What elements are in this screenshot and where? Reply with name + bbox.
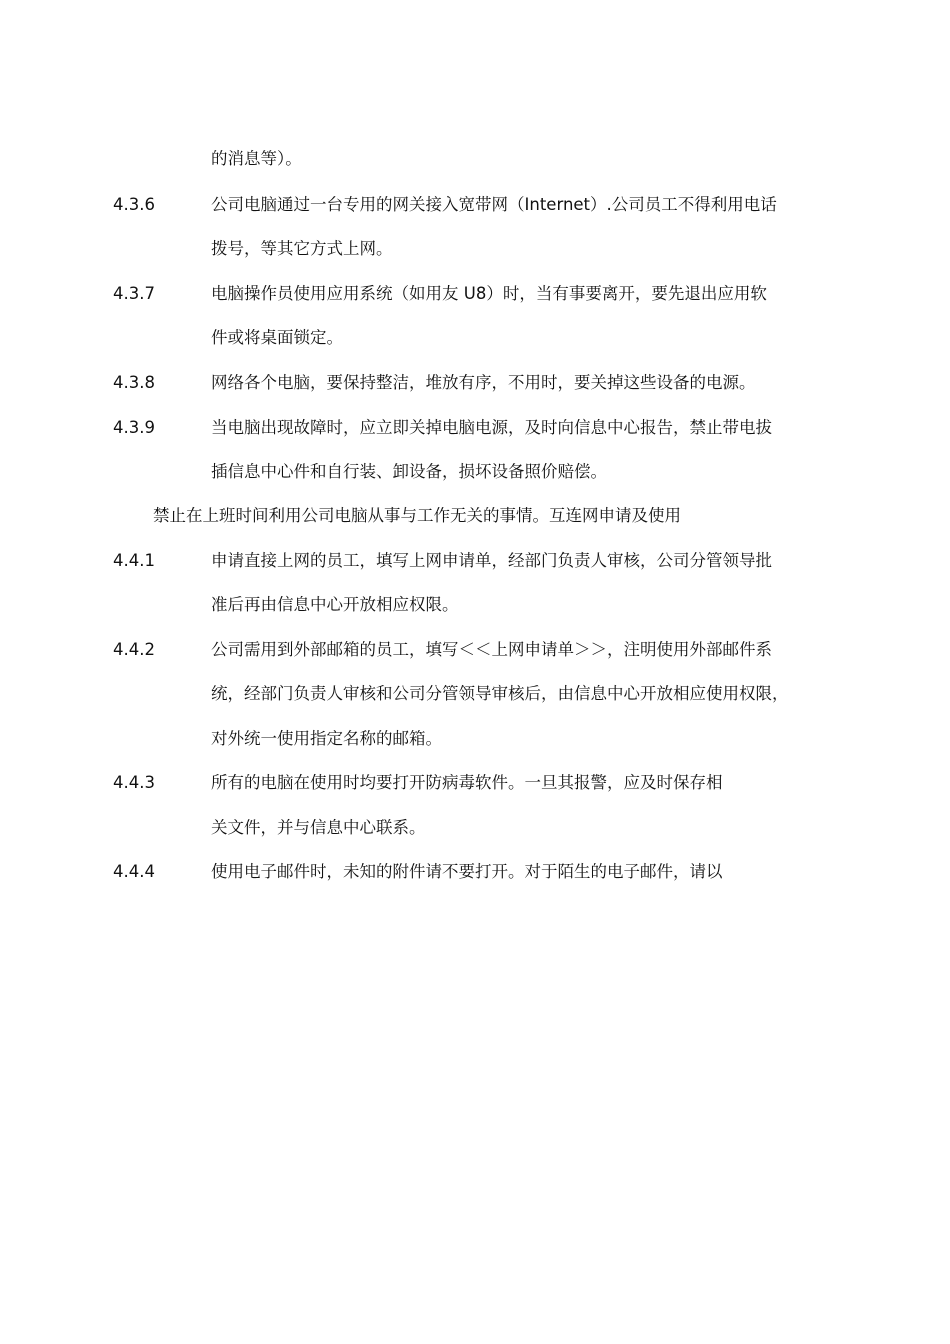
- item-text-4-4-1-line2: 准后再由信息中心开放相应权限。: [211, 595, 459, 614]
- item-text-4-3-8-line1: 网络各个电脑，要保持整洁，堆放有序，不用时，要关掉这些设备的电源。: [211, 373, 756, 392]
- item-text-4-4-3-line2: 关文件，并与信息中心联系。: [211, 818, 426, 837]
- item-text-4-4-2-line3: 对外统一使用指定名称的邮箱。: [211, 729, 442, 748]
- item-number-4-4-2: 4.4.2: [113, 640, 155, 659]
- item-text-4-3-6-line1: 公司电脑通过一台专用的网关接入宽带网（Internet）.公司员工不得利用电话: [211, 195, 777, 214]
- item-text-4-3-7-line2: 件或将桌面锁定。: [211, 328, 343, 347]
- continuation-line: 的消息等）。: [211, 149, 302, 168]
- item-text-4-3-9-line1: 当电脑出现故障时，应立即关掉电脑电源，及时向信息中心报告，禁止带电拔: [211, 418, 772, 437]
- item-number-4-3-8: 4.3.8: [113, 373, 155, 392]
- item-text-4-4-1-line1: 申请直接上网的员工，填写上网申请单，经部门负责人审核，公司分管领导批: [211, 551, 772, 570]
- item-number-4-4-4: 4.4.4: [113, 862, 155, 881]
- item-text-4-3-7-line1: 电脑操作员使用应用系统（如用友 U8）时，当有事要离开，要先退出应用软: [211, 284, 767, 303]
- item-number-4-3-6: 4.3.6: [113, 195, 155, 214]
- item-text-4-4-4-line1: 使用电子邮件时，未知的附件请不要打开。对于陌生的电子邮件，请以: [211, 862, 723, 881]
- item-text-4-3-9-line2: 插信息中心件和自行装、卸设备，损坏设备照价赔偿。: [211, 462, 607, 481]
- item-text-4-4-3-line1: 所有的电脑在使用时均要打开防病毒软件。一旦其报警，应及时保存相: [211, 773, 723, 792]
- item-number-4-3-9: 4.3.9: [113, 418, 155, 437]
- item-number-4-4-3: 4.4.3: [113, 773, 155, 792]
- item-number-4-4-1: 4.4.1: [113, 551, 155, 570]
- item-text-4-4-2-line1: 公司需用到外部邮箱的员工，填写＜＜上网申请单＞＞，注明使用外部邮件系: [211, 640, 772, 659]
- item-text-4-4-2-line2: 统，经部门负责人审核和公司分管领导审核后，由信息中心开放相应使用权限，: [211, 684, 789, 703]
- item-text-4-3-6-line2: 拨号，等其它方式上网。: [211, 239, 393, 258]
- item-number-4-3-7: 4.3.7: [113, 284, 155, 303]
- plain-paragraph: 禁止在上班时间利用公司电脑从事与工作无关的事情。互连网申请及使用: [153, 506, 681, 525]
